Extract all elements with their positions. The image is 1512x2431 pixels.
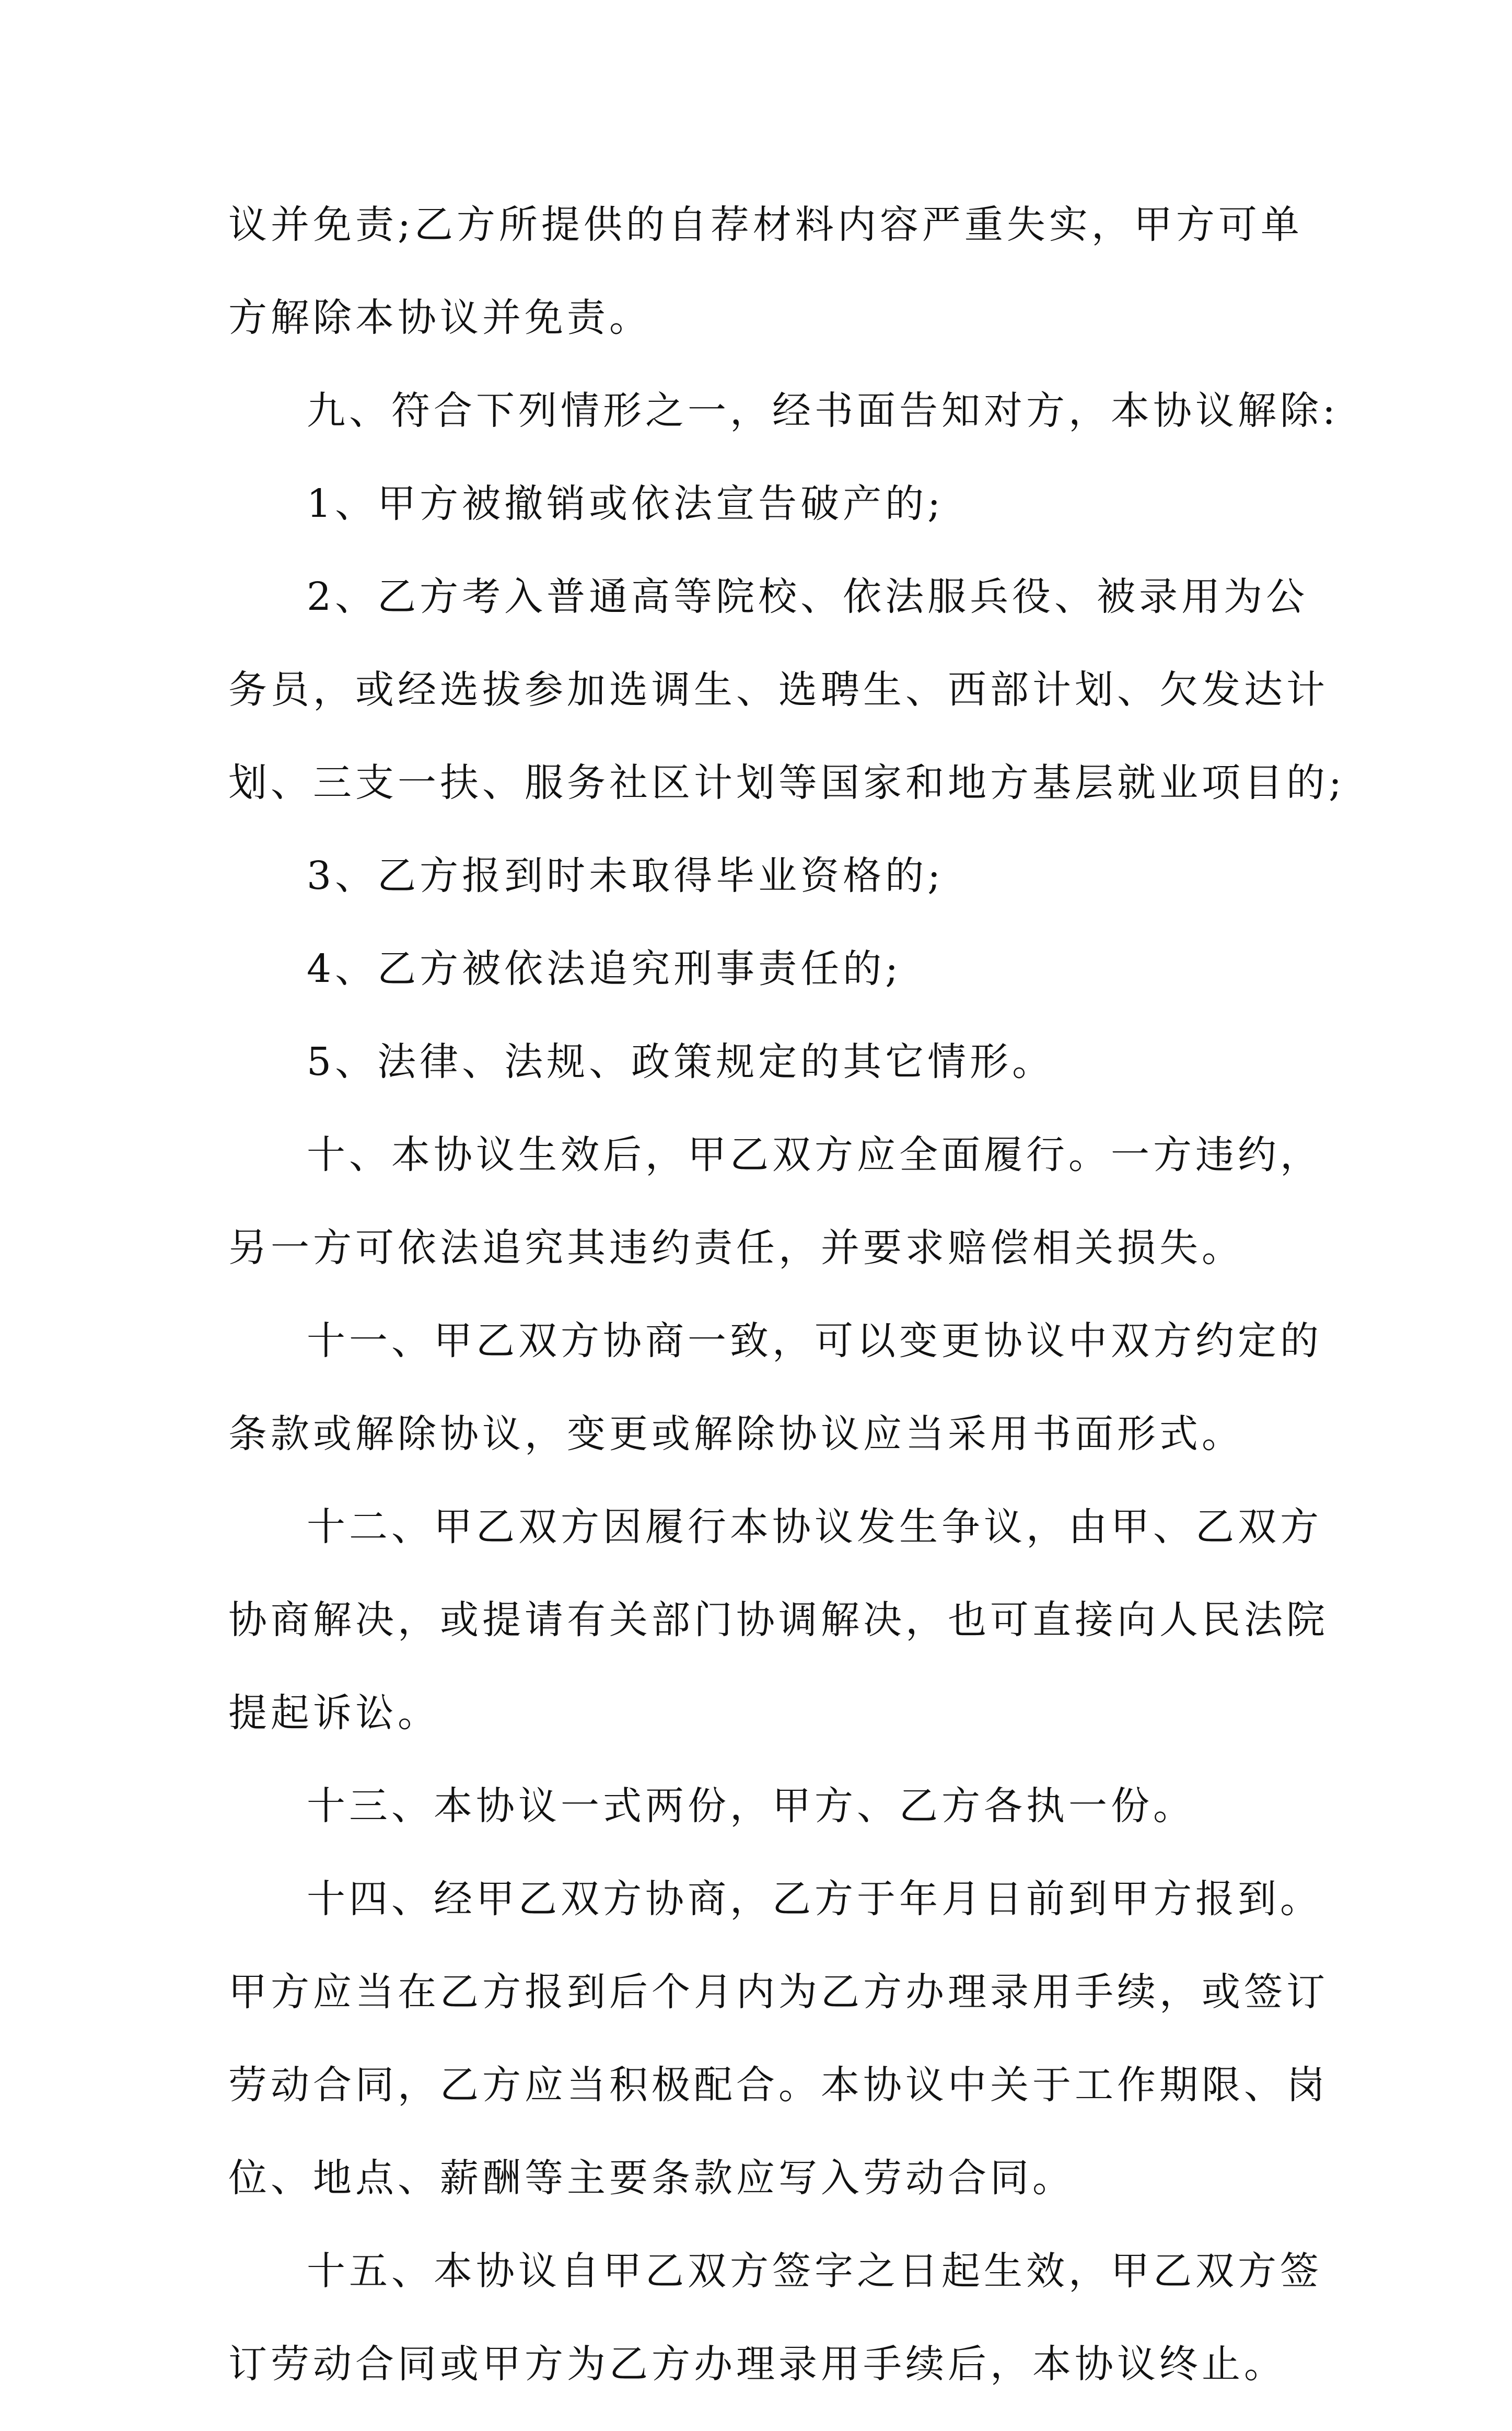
clause-9-item-5: 5、法律、法规、政策规定的其它情形。 [307,1039,1055,1084]
text-line: 务员，或经选拔参加选调生、选聘生、西部计划、欠发达计 [228,667,1329,712]
clause-9-heading: 九、符合下列情形之一，经书面告知对方，本协议解除: [307,388,1339,433]
text-line: 划、三支一扶、服务社区计划等国家和地方基层就业项目的; [228,760,1345,805]
clause-14: 十四、经甲乙双方协商，乙方于年月日前到甲方报到。 [307,1877,1322,1921]
text-line: 提起诉讼。 [228,1691,440,1735]
clause-12: 十二、甲乙双方因履行本协议发生争议，由甲、乙双方 [307,1504,1322,1549]
clause-15: 十五、本协议自甲乙双方签字之日起生效，甲乙双方签 [307,2249,1322,2294]
text-line: 订劳动合同或甲方为乙方办理录用手续后，本协议终止。 [228,2342,1286,2387]
text-line: 条款或解除协议，变更或解除协议应当采用书面形式。 [228,1411,1244,1456]
text-line: 协商解决，或提请有关部门协调解决，也可直接向人民法院 [228,1597,1329,1642]
clause-13: 十三、本协议一式两份，甲方、乙方各执一份。 [307,1784,1195,1828]
text-line: 位、地点、薪酬等主要条款应写入劳动合同。 [228,2156,1075,2201]
clause-9-item-1: 1、甲方被撤销或依法宣告破产的; [307,481,945,526]
clause-11: 十一、甲乙双方协商一致，可以变更协议中双方约定的 [307,1318,1322,1363]
text-line: 另一方可依法追究其违约责任，并要求赔偿相关损失。 [228,1225,1244,1270]
clause-9-item-4: 4、乙方被依法追究刑事责任的; [307,946,902,991]
clause-10: 十、本协议生效后，甲乙双方应全面履行。一方违约， [307,1132,1322,1177]
text-line: 劳动合同，乙方应当积极配合。本协议中关于工作期限、岗 [228,2063,1329,2108]
text-line: 甲方应当在乙方报到后个月内为乙方办理录用手续，或签订 [228,1970,1329,2015]
text-line: 议并免责;乙方所提供的自荐材料内容严重失实，甲方可单 [228,202,1303,247]
document-body [228,199,1345,2431]
clause-9-item-3: 3、乙方报到时未取得毕业资格的; [307,853,945,898]
text-line: 方解除本协议并免责。 [228,295,652,340]
clause-9-item-2: 2、乙方考入普通高等院校、依法服兵役、被录用为公 [307,574,1309,619]
